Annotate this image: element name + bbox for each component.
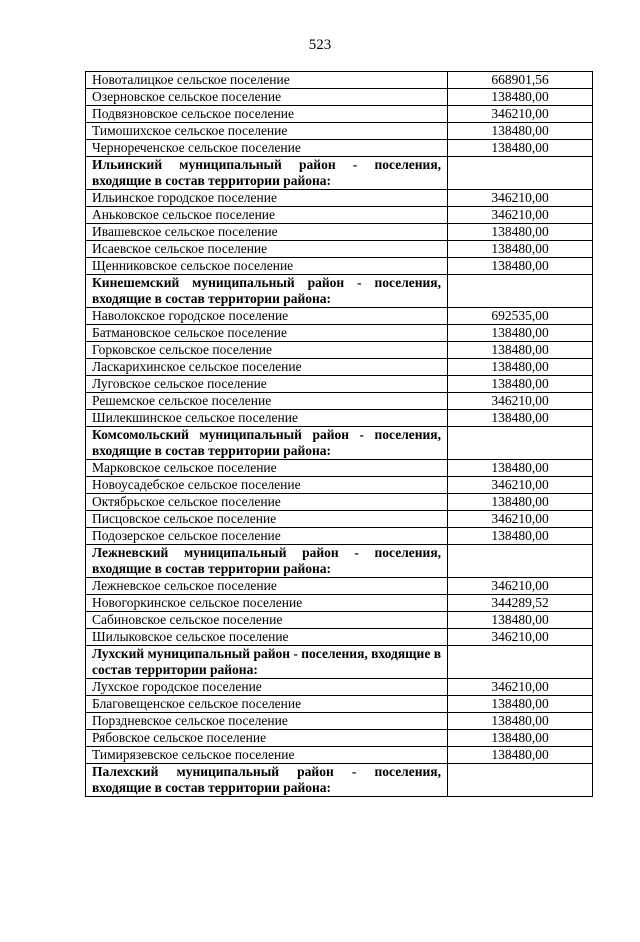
- settlement-name-cell: Новоталицкое сельское поселение: [86, 72, 448, 89]
- amount-cell: 138480,00: [448, 747, 593, 764]
- settlement-name-cell: Октябрьское сельское поселение: [86, 494, 448, 511]
- district-section-row: [86, 275, 593, 308]
- settlement-name-cell: Новоусадебское сельское поселение: [86, 477, 448, 494]
- amount-cell: 138480,00: [448, 410, 593, 427]
- amount-cell: 346210,00: [448, 578, 593, 595]
- settlement-name-cell: Щенниковское сельское поселение: [86, 258, 448, 275]
- settlement-name-cell: Подвязновское сельское поселение: [86, 106, 448, 123]
- settlement-row: [86, 224, 593, 241]
- amount-cell: 138480,00: [448, 528, 593, 545]
- amount-cell: 346210,00: [448, 207, 593, 224]
- amount-cell: [448, 427, 593, 460]
- settlement-name-cell: Новогоркинское сельское поселение: [86, 595, 448, 612]
- settlement-row: [86, 477, 593, 494]
- district-section-row: [86, 427, 593, 460]
- settlements-table: [85, 71, 593, 797]
- amount-cell: 346210,00: [448, 629, 593, 646]
- amount-cell: 138480,00: [448, 376, 593, 393]
- settlement-name-cell: Порздневское сельское поселение: [86, 713, 448, 730]
- amount-cell: 346210,00: [448, 511, 593, 528]
- settlement-name-cell: Тимошихское сельское поселение: [86, 123, 448, 140]
- settlement-row: [86, 190, 593, 207]
- settlement-name-cell: Благовещенское сельское поселение: [86, 696, 448, 713]
- settlement-row: [86, 359, 593, 376]
- settlement-row: [86, 325, 593, 342]
- district-header-cell: Ильинский муниципальный район - поселения, входящие в состав территории района:: [86, 157, 448, 190]
- settlement-name-cell: Марковское сельское поселение: [86, 460, 448, 477]
- settlement-name-cell: Ивашевское сельское поселение: [86, 224, 448, 241]
- settlement-name-cell: Сабиновское сельское поселение: [86, 612, 448, 629]
- page-number: 523: [308, 37, 332, 53]
- amount-cell: 138480,00: [448, 713, 593, 730]
- settlement-row: [86, 410, 593, 427]
- settlement-row: [86, 747, 593, 764]
- district-section-row: [86, 545, 593, 578]
- amount-cell: 138480,00: [448, 224, 593, 241]
- settlement-name-cell: Исаевское сельское поселение: [86, 241, 448, 258]
- settlement-row: [86, 612, 593, 629]
- settlement-name-cell: Тимирязевское сельское поселение: [86, 747, 448, 764]
- settlement-row: [86, 376, 593, 393]
- settlement-row: [86, 342, 593, 359]
- settlement-row: [86, 89, 593, 106]
- settlement-row: [86, 578, 593, 595]
- district-header-cell: Комсомольский муниципальный район - поселения, входящие в состав территории района:: [86, 427, 448, 460]
- settlement-name-cell: Решемское сельское поселение: [86, 393, 448, 410]
- amount-cell: 138480,00: [448, 258, 593, 275]
- district-header-cell: Лежневский муниципальный район - поселения, входящие в состав территории района:: [86, 545, 448, 578]
- district-section-row: [86, 764, 593, 797]
- amount-cell: 138480,00: [448, 460, 593, 477]
- settlement-row: [86, 696, 593, 713]
- amount-cell: [448, 545, 593, 578]
- settlement-row: [86, 123, 593, 140]
- amount-cell: 344289,52: [448, 595, 593, 612]
- amount-cell: 138480,00: [448, 241, 593, 258]
- district-section-row: [86, 157, 593, 190]
- settlement-name-cell: Озерновское сельское поселение: [86, 89, 448, 106]
- settlement-name-cell: Лежневское сельское поселение: [86, 578, 448, 595]
- settlement-name-cell: Шилыковское сельское поселение: [86, 629, 448, 646]
- settlement-row: [86, 460, 593, 477]
- amount-cell: 346210,00: [448, 477, 593, 494]
- settlement-name-cell: Аньковское сельское поселение: [86, 207, 448, 224]
- settlement-name-cell: Лухское городское поселение: [86, 679, 448, 696]
- settlement-row: [86, 730, 593, 747]
- settlement-row: [86, 393, 593, 410]
- amount-cell: [448, 764, 593, 797]
- district-header-cell: Кинешемский муниципальный район - поселения, входящие в состав территории района:: [86, 275, 448, 308]
- settlement-name-cell: Горковское сельское поселение: [86, 342, 448, 359]
- amount-cell: 692535,00: [448, 308, 593, 325]
- amount-cell: [448, 646, 593, 679]
- amount-cell: 138480,00: [448, 494, 593, 511]
- settlement-row: [86, 494, 593, 511]
- amount-cell: 346210,00: [448, 190, 593, 207]
- settlement-row: [86, 72, 593, 89]
- settlement-row: [86, 595, 593, 612]
- settlement-row: [86, 207, 593, 224]
- settlement-row: [86, 528, 593, 545]
- settlement-name-cell: Шилекшинское сельское поселение: [86, 410, 448, 427]
- amount-cell: 346210,00: [448, 106, 593, 123]
- amount-cell: [448, 275, 593, 308]
- settlement-row: [86, 308, 593, 325]
- settlement-row: [86, 511, 593, 528]
- amount-cell: 346210,00: [448, 393, 593, 410]
- settlement-name-cell: Подозерское сельское поселение: [86, 528, 448, 545]
- amount-cell: 138480,00: [448, 325, 593, 342]
- settlement-row: [86, 258, 593, 275]
- amount-cell: 346210,00: [448, 679, 593, 696]
- settlement-name-cell: Ласкарихинское сельское поселение: [86, 359, 448, 376]
- district-header-cell: Палехский муниципальный район - поселения, входящие в состав территории района:: [86, 764, 448, 797]
- district-header-cell: Лухский муниципальный район - поселения, входящие в состав территории района:: [86, 646, 448, 679]
- settlement-name-cell: Рябовское сельское поселение: [86, 730, 448, 747]
- amount-cell: 668901,56: [448, 72, 593, 89]
- amount-cell: 138480,00: [448, 359, 593, 376]
- amount-cell: 138480,00: [448, 730, 593, 747]
- settlement-row: [86, 140, 593, 157]
- amount-cell: 138480,00: [448, 140, 593, 157]
- settlement-name-cell: Чернореченское сельское поселение: [86, 140, 448, 157]
- settlement-name-cell: Луговское сельское поселение: [86, 376, 448, 393]
- amount-cell: [448, 157, 593, 190]
- amount-cell: 138480,00: [448, 696, 593, 713]
- settlements-table-body: [86, 72, 593, 797]
- settlement-name-cell: Наволокское городское поселение: [86, 308, 448, 325]
- amount-cell: 138480,00: [448, 123, 593, 140]
- amount-cell: 138480,00: [448, 612, 593, 629]
- amount-cell: 138480,00: [448, 89, 593, 106]
- district-section-row: [86, 646, 593, 679]
- settlement-name-cell: Ильинское городское поселение: [86, 190, 448, 207]
- settlement-row: [86, 106, 593, 123]
- settlement-row: [86, 241, 593, 258]
- settlement-row: [86, 679, 593, 696]
- amount-cell: 138480,00: [448, 342, 593, 359]
- settlement-name-cell: Писцовское сельское поселение: [86, 511, 448, 528]
- settlement-name-cell: Батмановское сельское поселение: [86, 325, 448, 342]
- settlement-row: [86, 713, 593, 730]
- settlement-row: [86, 629, 593, 646]
